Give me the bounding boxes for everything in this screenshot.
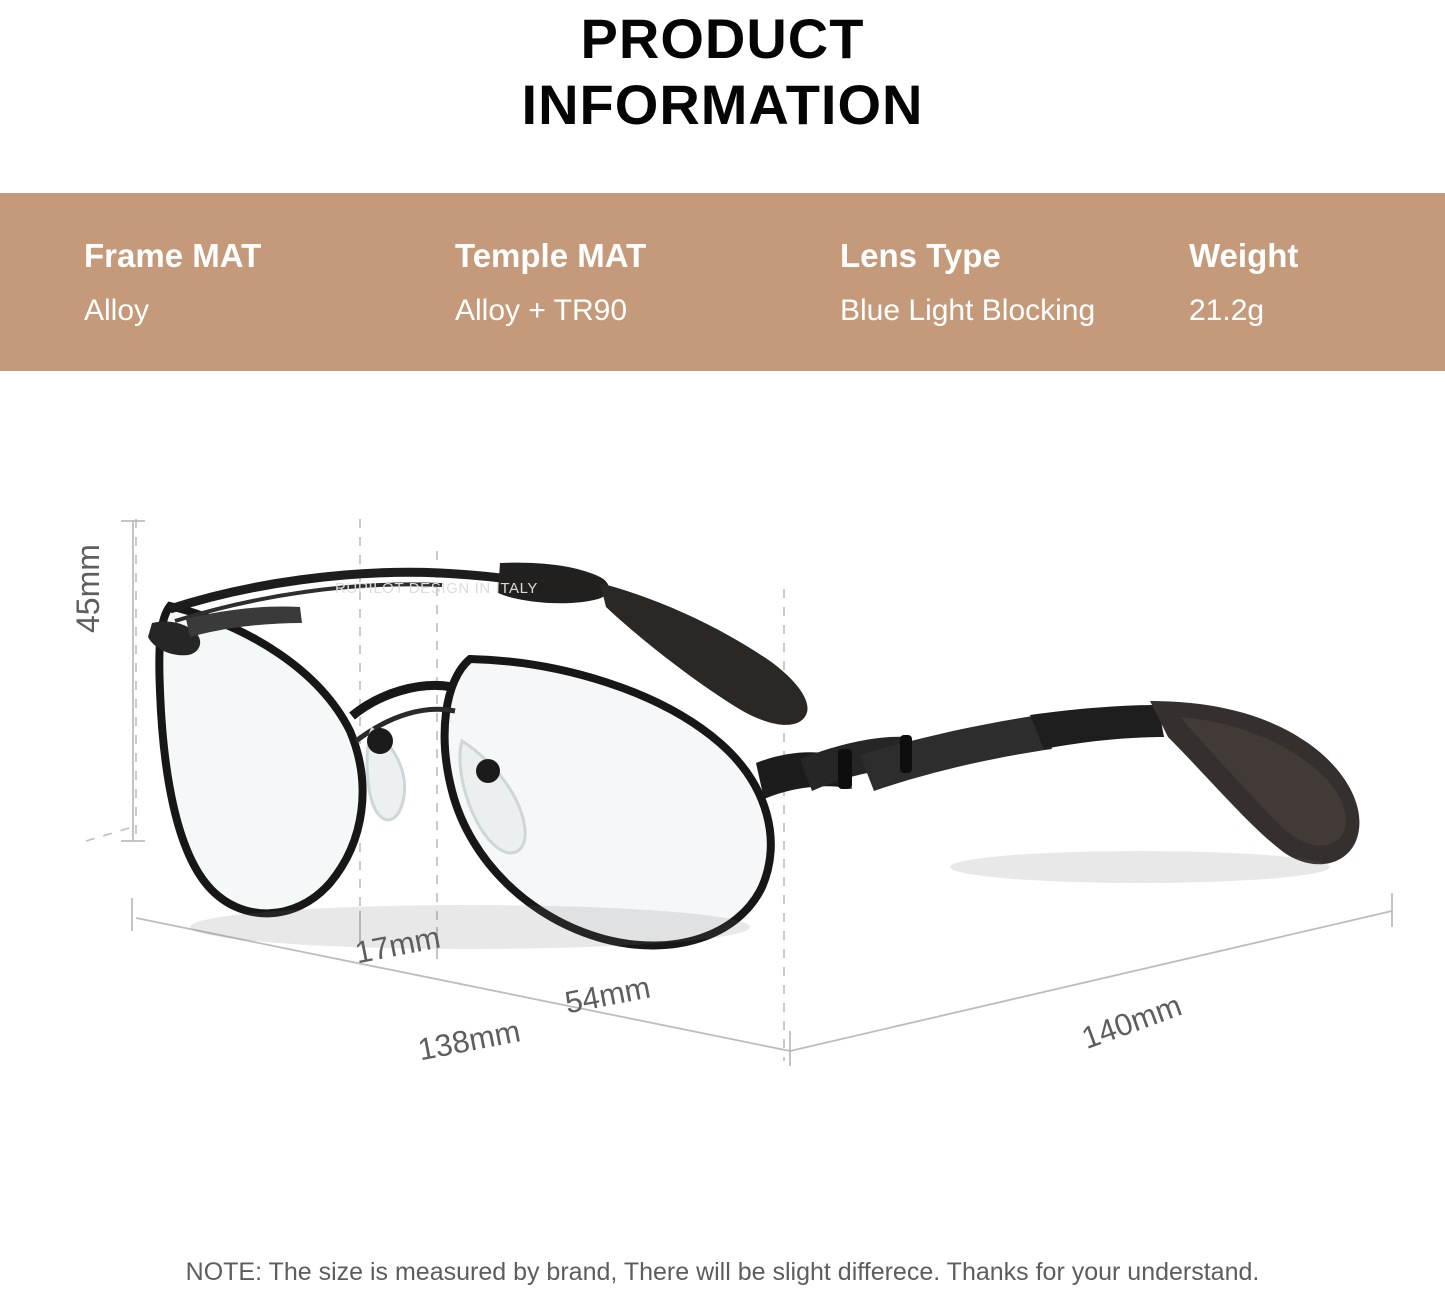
- dimension-line-lens-height: [121, 521, 145, 841]
- near-temple-arm: [756, 701, 1359, 864]
- dimension-label-temple-length: 140mm: [1077, 987, 1187, 1056]
- spec-band: [0, 193, 1445, 371]
- spec-value-temple-mat: Alloy + TR90: [455, 293, 628, 327]
- spec-label-temple-mat: Temple MAT: [455, 236, 647, 274]
- page-title: [0, 0, 1445, 138]
- spec-value-weight: 21.2g: [1189, 293, 1265, 327]
- spec-cell-weight: [1187, 193, 1445, 371]
- dimension-label-bridge-width: 17mm: [352, 919, 444, 971]
- page-title-line-2: INFORMATION: [521, 73, 924, 137]
- spec-label-weight: Weight: [1189, 236, 1299, 274]
- spec-value-frame-mat: Alloy: [84, 293, 150, 327]
- spec-label-lens-type: Lens Type: [840, 236, 1001, 274]
- spec-cell-lens-type: [783, 193, 1187, 371]
- svg-text:RUPILOT DESIGN IN ITALY: RUPILOT DESIGN IN ITALY: [335, 580, 539, 597]
- product-illustration: [0, 371, 1445, 1231]
- dimension-label-lens-height: 45mm: [70, 544, 106, 633]
- footer-note: NOTE: The size is measured by brand, There will be slight differece. Thanks for your understand.: [185, 1258, 1260, 1286]
- dimension-label-frame-width: 138mm: [415, 1013, 524, 1068]
- dimension-label-lens-width: 54mm: [562, 969, 654, 1021]
- page-title-line-1: PRODUCT: [580, 7, 865, 70]
- spec-cell-frame-mat: [0, 193, 385, 371]
- bridge: [352, 685, 455, 741]
- spec-label-frame-mat: Frame MAT: [84, 236, 262, 274]
- eyeglasses-diagram: [0, 371, 1445, 1231]
- spec-cell-temple-mat: [385, 193, 783, 371]
- spec-value-lens-type: Blue Light Blocking: [840, 293, 1096, 327]
- brand-engraving: [335, 580, 538, 597]
